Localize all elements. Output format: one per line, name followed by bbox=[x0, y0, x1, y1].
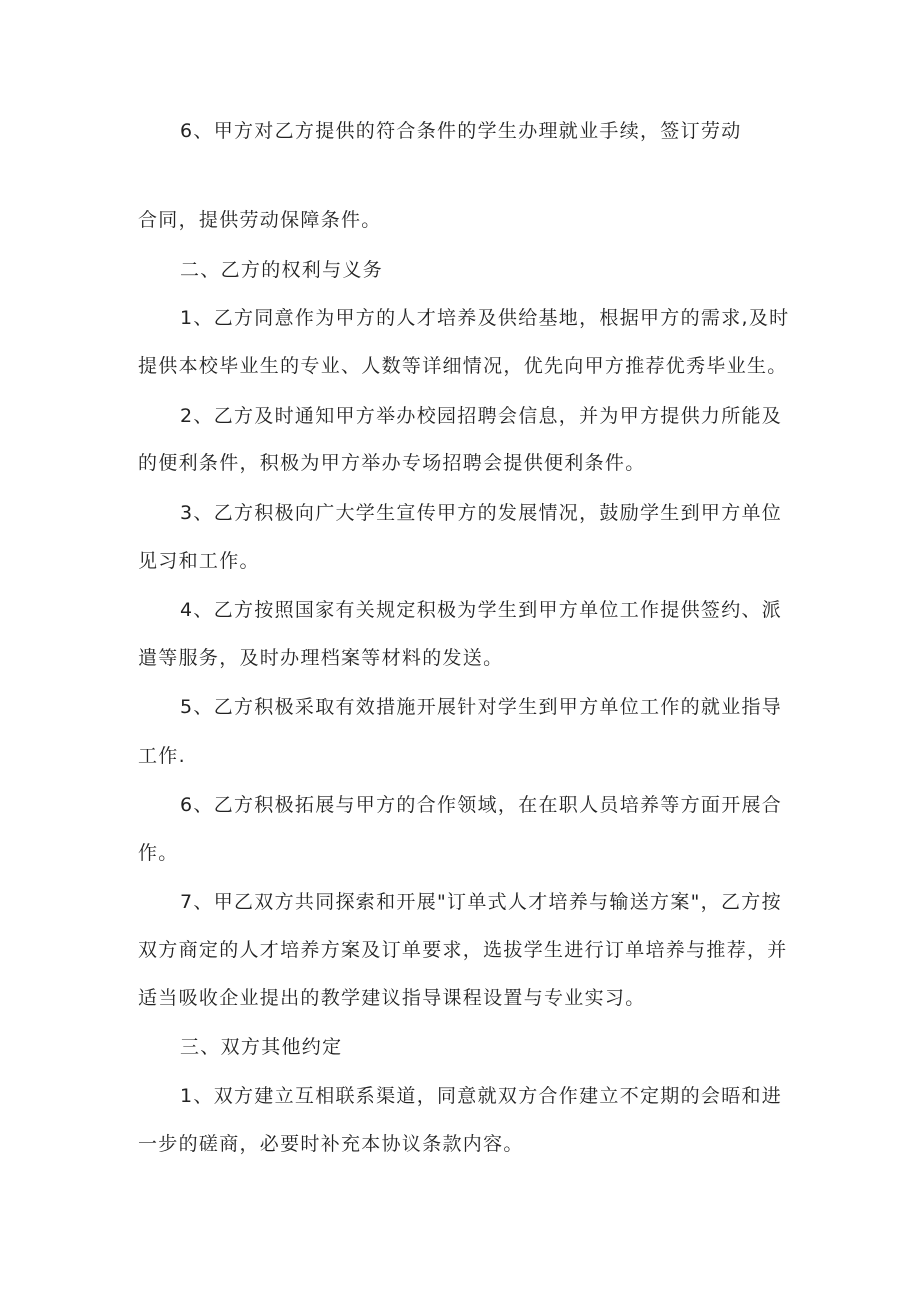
paragraph-line: 6、甲方对乙方提供的符合条件的学生办理就业手续，签订劳动 bbox=[180, 120, 742, 142]
paragraph-line: 7、甲乙双方共同探索和开展"订单式人才培养与输送方案"，乙方按 bbox=[180, 891, 782, 913]
paragraph-line: 见习和工作。 bbox=[138, 550, 260, 572]
paragraph-line: 5、乙方积极采取有效措施开展针对学生到甲方单位工作的就业指导 bbox=[180, 696, 783, 718]
paragraph-line: 作。 bbox=[138, 842, 179, 864]
paragraph-line: 工作. bbox=[138, 745, 186, 767]
paragraph-line: 4、乙方按照国家有关规定积极为学生到甲方单位工作提供签约、派 bbox=[180, 599, 783, 621]
section-heading: 三、双方其他约定 bbox=[180, 1036, 343, 1058]
paragraph-line: 双方商定的人才培养方案及订单要求，选拔学生进行订单培养与推荐，并 bbox=[138, 939, 788, 961]
paragraph-line: 2、乙方及时通知甲方举办校园招聘会信息，并为甲方提供力所能及 bbox=[180, 405, 783, 427]
paragraph-line: 1、双方建立互相联系渠道，同意就双方合作建立不定期的会晤和进 bbox=[180, 1085, 783, 1107]
paragraph-line: 提供本校毕业生的专业、人数等详细情况，优先向甲方推荐优秀毕业生。 bbox=[138, 355, 788, 377]
paragraph-line: 3、乙方积极向广大学生宣传甲方的发展情况，鼓励学生到甲方单位 bbox=[180, 502, 783, 524]
paragraph-line: 1、乙方同意作为甲方的人才培养及供给基地，根据甲方的需求,及时 bbox=[180, 307, 790, 329]
paragraph-line: 一步的磋商，必要时补充本协议条款内容。 bbox=[138, 1133, 524, 1155]
paragraph-line: 遣等服务，及时办理档案等材料的发送。 bbox=[138, 647, 504, 669]
section-heading: 二、乙方的权利与义务 bbox=[180, 259, 384, 281]
paragraph-line: 适当吸收企业提出的教学建议指导课程设置与专业实习。 bbox=[138, 987, 646, 1009]
paragraph-line: 6、乙方积极拓展与甲方的合作领域，在在职人员培养等方面开展合 bbox=[180, 794, 783, 816]
paragraph-line: 合同，提供劳动保障条件。 bbox=[138, 209, 382, 231]
paragraph-line: 的便利条件，积极为甲方举办专场招聘会提供便利条件。 bbox=[138, 452, 646, 474]
